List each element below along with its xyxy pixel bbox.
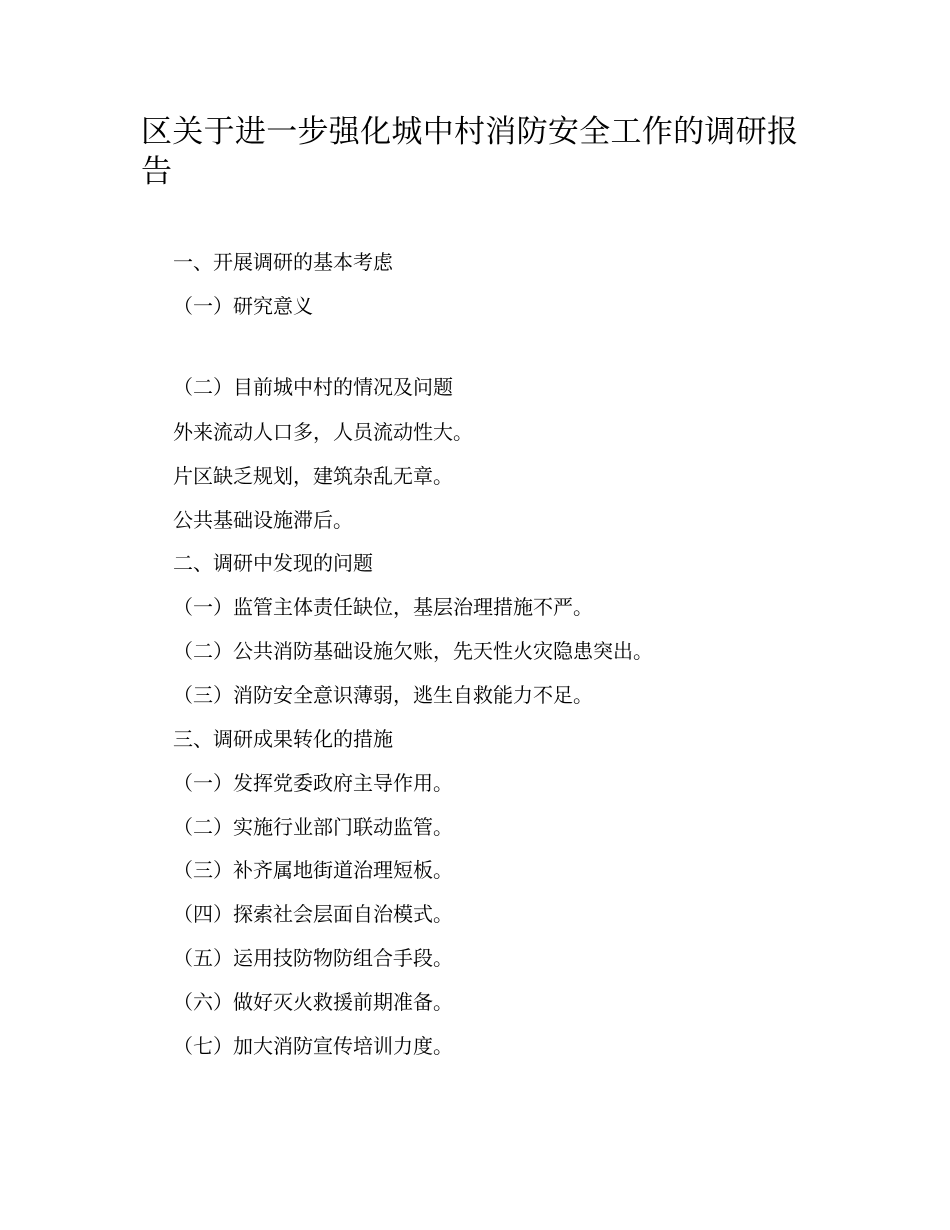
- body-line: 外来流动人口多，人员流动性大。: [173, 420, 473, 444]
- body-line: 片区缺乏规划，建筑杂乱无章。: [173, 464, 453, 488]
- section-heading-2: 二、调研中发现的问题: [173, 551, 373, 575]
- list-item: （二）实施行业部门联动监管。: [173, 815, 453, 839]
- section-heading-3: 三、调研成果转化的措施: [173, 727, 393, 751]
- list-item: （五）运用技防物防组合手段。: [173, 946, 453, 970]
- list-item: （六）做好灭火救援前期准备。: [173, 990, 453, 1014]
- list-item: （二）公共消防基础设施欠账，先天性火灾隐患突出。: [173, 639, 653, 663]
- list-item: （七）加大消防宣传培训力度。: [173, 1034, 453, 1058]
- list-item: （一）监管主体责任缺位，基层治理措施不严。: [173, 595, 593, 619]
- subsection-heading: （二）目前城中村的情况及问题: [173, 375, 453, 399]
- body-line: 公共基础设施滞后。: [173, 508, 353, 532]
- subsection-heading: （一）研究意义: [173, 294, 313, 318]
- list-item: （一）发挥党委政府主导作用。: [173, 771, 453, 795]
- document-title: 区关于进一步强化城中村消防安全工作的调研报告: [141, 114, 799, 190]
- list-item: （四）探索社会层面自治模式。: [173, 902, 453, 926]
- list-item: （三）补齐属地街道治理短板。: [173, 858, 453, 882]
- list-item: （三）消防安全意识薄弱，逃生自救能力不足。: [173, 683, 593, 707]
- section-heading-1: 一、开展调研的基本考虑: [173, 250, 393, 274]
